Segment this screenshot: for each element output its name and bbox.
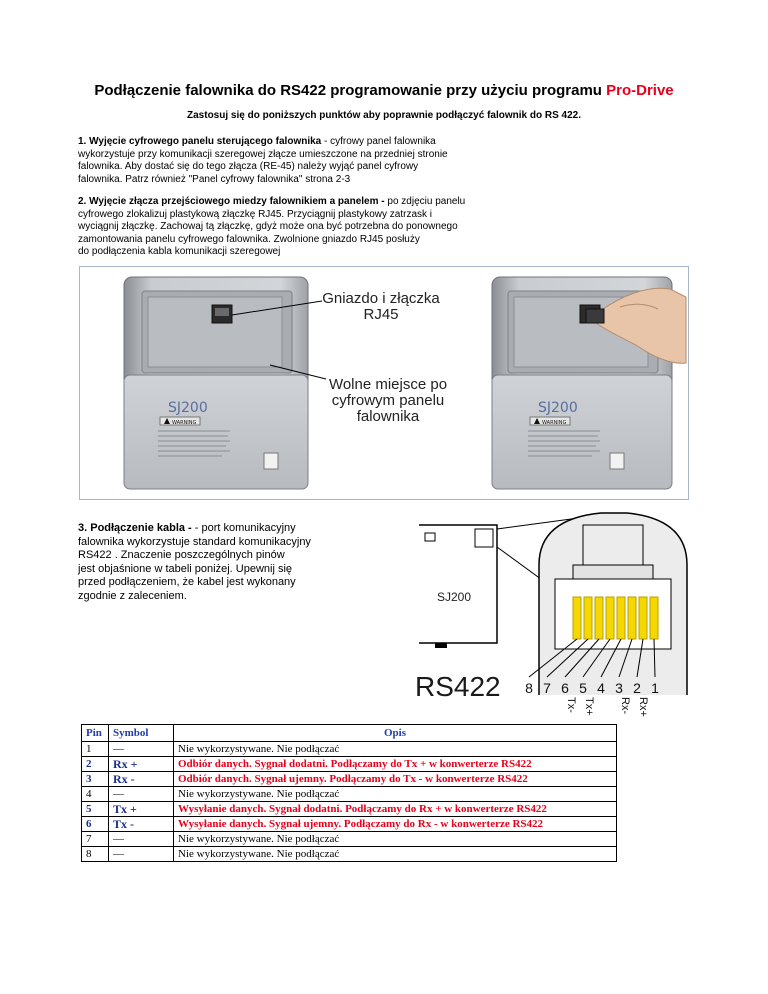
cell-desc: Nie wykorzystywane. Nie podłączać xyxy=(174,847,617,862)
diagram-standard: RS422 xyxy=(415,671,501,702)
section-2-line-2: wyciągnij złączkę. Zachowaj tą złączkę, gdyż może ona być potrzebna do ponownego xyxy=(78,221,458,232)
diagram-device: SJ200 xyxy=(437,590,472,604)
table-row xyxy=(82,832,617,847)
section-3-line-1: falownika wykorzystuje standard komunikacyjny xyxy=(78,535,311,548)
section-3-line-0: - port komunikacyjny xyxy=(191,522,296,534)
warning-left: WARNING xyxy=(172,420,197,426)
cell-symbol: — xyxy=(109,847,174,862)
table-row xyxy=(82,787,617,802)
section-1-line-2: falownika. Aby dostać się do tego złącza (RE-45) należy wyjąć panel cyfrowy xyxy=(78,161,419,172)
page-subtitle: Zastosuj się do poniższych punktów aby poprawnie podłączyć falownik do RS 422. xyxy=(187,110,581,121)
cell-desc: Wysyłanie danych. Sygnał ujemny. Podłączamy do Rx - w konwerterze RS422 xyxy=(174,817,617,832)
section-1-heading: 1. Wyjęcie cyfrowego panelu sterującego falownika xyxy=(78,136,322,147)
table-row xyxy=(82,772,617,787)
table-row xyxy=(82,742,617,757)
cell-pin: 2 xyxy=(82,757,109,772)
page-title xyxy=(0,82,768,99)
pin-label-tx-plus: Tx+ xyxy=(583,697,595,716)
table-row xyxy=(82,757,617,772)
cell-symbol: Tx - xyxy=(109,817,174,832)
header-pin: Pin xyxy=(82,725,109,742)
cell-symbol: Rx + xyxy=(109,757,174,772)
pin-number-4: 4 xyxy=(597,680,605,696)
cell-desc: Nie wykorzystywane. Nie podłączać xyxy=(174,787,617,802)
pin-number-6: 6 xyxy=(561,680,569,696)
cell-symbol: — xyxy=(109,832,174,847)
label-free-line2: cyfrowym panelu xyxy=(331,392,445,409)
cell-symbol: — xyxy=(109,787,174,802)
pin-label-rx-minus: Rx- xyxy=(619,697,631,715)
section-2 xyxy=(78,196,548,259)
pin-number-1: 1 xyxy=(651,680,659,696)
table-row xyxy=(82,817,617,832)
cell-pin: 3 xyxy=(82,772,109,787)
pin-label-rx-plus: Rx+ xyxy=(637,697,649,717)
cell-pin: 6 xyxy=(82,817,109,832)
inverter-left xyxy=(124,277,308,489)
cell-desc: Nie wykorzystywane. Nie podłączać xyxy=(174,832,617,847)
section-2-line-3: zamontowania panelu cyfrowego falownika. Zwolnione gniazdo RJ45 posłuży xyxy=(78,233,420,245)
cell-symbol: Rx - xyxy=(109,772,174,787)
section-1-line-1: wykorzystuje przy komunikacji szeregowej złącze umieszczone na przedniej stronie xyxy=(78,148,448,160)
cell-desc: Odbiór danych. Sygnał ujemny. Podłączamy do Tx - w konwerterze RS422 xyxy=(174,772,617,787)
table-header-row xyxy=(82,725,617,742)
section-1-line-0: - cyfrowy panel falownika xyxy=(321,136,436,147)
pin-number-5: 5 xyxy=(579,680,587,696)
cell-desc: Wysyłanie danych. Sygnał dodatni. Podłączamy do Rx + w konwerterze RS422 xyxy=(174,802,617,817)
section-2-line-1: cyfrowego zlokalizuj plastykową złączkę RJ45. Przyciągnij plastykowy zatrzask i xyxy=(78,208,433,220)
brand-right: SJ200 xyxy=(538,400,578,416)
section-1 xyxy=(78,136,548,186)
pin-number-8: 8 xyxy=(525,680,533,696)
section-3 xyxy=(78,522,368,603)
cell-pin: 1 xyxy=(82,742,109,757)
cell-symbol: — xyxy=(109,742,174,757)
label-free-line1: Wolne miejsce po xyxy=(328,376,448,393)
header-symbol: Symbol xyxy=(109,725,174,742)
cell-desc: Odbiór danych. Sygnał dodatni. Podłączamy do Tx + w konwerterze RS422 xyxy=(174,757,617,772)
label-free xyxy=(318,377,458,425)
section-1-line-3: falownika. Patrz również "Panel cyfrowy falownika" strona 2-3 xyxy=(78,173,351,185)
warning-right: WARNING xyxy=(542,420,567,426)
section-3-heading: 3. Podłączenie kabla - xyxy=(78,522,192,534)
brand-left: SJ200 xyxy=(168,400,208,416)
section-2-line-4: do podłączenia kabla komunikacji szeregowej xyxy=(78,246,281,257)
inverter-photo xyxy=(79,266,689,500)
pin-number-7: 7 xyxy=(543,680,551,696)
inverter-right xyxy=(492,277,686,489)
section-2-heading: 2. Wyjęcie złącza przejściowego miedzy falownikiem a panelem - xyxy=(78,196,385,207)
table-row xyxy=(82,847,617,862)
table-row xyxy=(82,802,617,817)
section-2-line-0: po zdjęciu panelu xyxy=(384,196,466,207)
title-main: Podłączenie falownika do RS422 programowanie przy użyciu programu xyxy=(94,82,607,99)
title-brand: Pro-Drive xyxy=(606,82,674,99)
pin-table xyxy=(81,724,617,862)
pin-number-2: 2 xyxy=(633,680,641,696)
pin-label-tx-minus: Tx- xyxy=(565,697,577,713)
label-free-line3: falownika xyxy=(356,408,420,425)
cell-pin: 4 xyxy=(82,787,109,802)
cell-pin: 7 xyxy=(82,832,109,847)
rj45-diagram xyxy=(405,505,695,720)
section-3-line-2: RS422 . Znaczenie poszczególnych pinów xyxy=(78,549,285,561)
header-opis: Opis xyxy=(174,725,617,742)
section-3-line-3: jest objaśnione w tabeli poniżej. Upewnij się xyxy=(78,562,293,575)
pin-number-3: 3 xyxy=(615,680,623,696)
label-socket xyxy=(316,291,446,323)
cell-pin: 5 xyxy=(82,802,109,817)
cell-pin: 8 xyxy=(82,847,109,862)
cell-desc: Nie wykorzystywane. Nie podłączać xyxy=(174,742,617,757)
cell-symbol: Tx + xyxy=(109,802,174,817)
section-3-line-5: zgodnie z zaleceniem. xyxy=(78,589,187,602)
label-socket-line1: Gniazdo i złączka xyxy=(322,290,440,307)
label-socket-line2: RJ45 xyxy=(363,306,399,323)
section-3-line-4: przed podłączeniem, że kabel jest wykonany xyxy=(78,576,296,588)
